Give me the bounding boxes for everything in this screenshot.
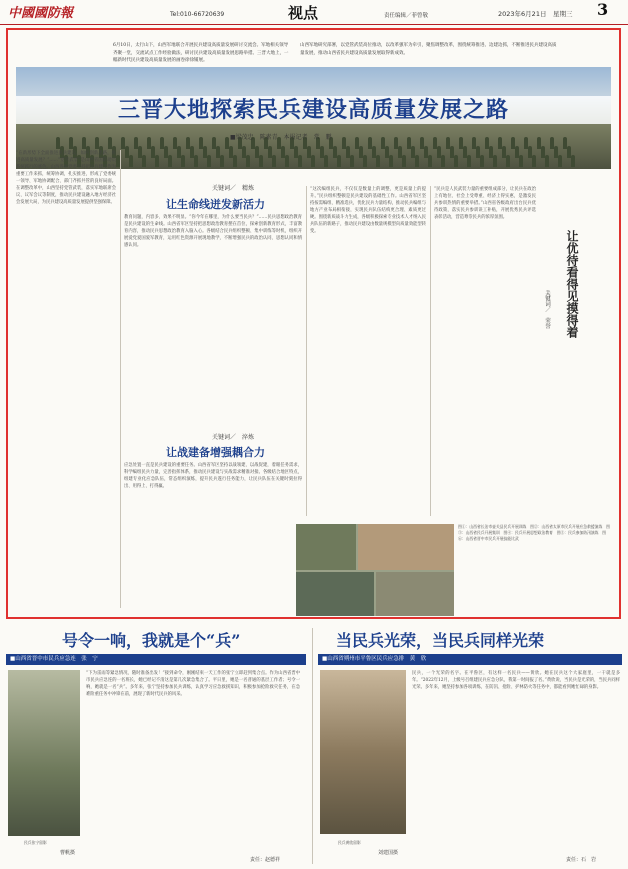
bottom-left-photo-credit: 曹帆摄	[60, 850, 76, 856]
section1-keyword: 关键词／ 精炼	[212, 185, 255, 192]
column-divider	[306, 186, 307, 516]
bottom-left-title: 号令一响，我就是个“兵”	[62, 631, 241, 650]
militia-figure	[181, 155, 185, 167]
bottom-left-editor: 责任：赵德祥	[250, 857, 281, 863]
militia-figure	[532, 155, 536, 167]
bottom-right-editor: 责任：石 岩	[566, 857, 597, 863]
bottom-right-photo-caption: 民兵黄欣留影	[338, 840, 361, 845]
bottom-left-body: “下为雷雨等紧急情况，随时准备出发！”接到命令，刚刚结束一天工作的张宁立即赶到集合点。作为山西省晋中市民兵应急连的一名班长，她已经记不清这是第几次紧急集合了。平日里，她是一名普通的基层工作者；号令一响，她就是一名“兵”。多年来，张宁坚持参加民兵训练，认真学习应急救援知识，积极参加抢险救灾任务，在急难险重任务中冲锋在前，展现了新时代民兵的风采。	[86, 671, 300, 697]
militia-figure	[519, 155, 523, 167]
bottom-left-source-bar: ■山西省晋中市民兵应急连 张 宁	[6, 654, 306, 665]
militia-figure	[155, 155, 159, 167]
militia-figure	[467, 155, 471, 167]
militia-figure	[389, 155, 393, 167]
collage-photo	[296, 524, 356, 570]
headline: 三晋大地探索民兵建设高质量发展之路	[117, 97, 509, 123]
militia-figure	[571, 155, 575, 167]
section2-title: 让战建备增强耦合力	[166, 446, 265, 459]
section-title: 视点	[288, 4, 319, 22]
militia-figure	[415, 155, 419, 167]
lead-paragraph-left: 6月10日，太行山下，山西军地联合开展民兵建设高质量发展研讨交流会。军地相关领导齐聚一堂，交流试点工作经验做法，研讨民兵建设高质量发展思路举措。三晋大地上，一幅新时代民兵建设高质量发展的画卷徐徐铺展。	[113, 43, 289, 63]
militia-figure	[324, 155, 328, 167]
responsible-editor: 责任编辑／菲曾敬	[384, 13, 429, 19]
militia-figure	[207, 155, 211, 167]
militia-figure	[402, 155, 406, 167]
bottom-left-photo-caption: 民兵张宁留影	[24, 840, 47, 845]
right-column-body: “这次编组民兵，不仅仅是数量上的调整，更是质量上的提升。”民兵组织整顿是民兵建设的基础性工作。山西省军区坚持按需编组、精准选兵，优化民兵力量结构，推动民兵编组与地方产业布局相衔接，实现民兵队伍结构更合理、素质更过硬。围绕新质战斗力生成，各级积极探索专业技术人才纳入民兵队伍的新路子，推动民兵建设由数量规模型向质量效能型转变。	[310, 187, 426, 234]
headline-banner	[16, 96, 611, 124]
militia-figure	[376, 155, 380, 167]
bottom-right-photo-credit: 刘建国摄	[378, 850, 399, 856]
column-divider	[430, 186, 431, 516]
byline: ■梁茂忠 陈素青 本报记者 常 鹏	[230, 134, 332, 141]
bottom-right-source-bar: ■山西省朔州市平鲁区民兵应急排 黄 欣	[318, 654, 622, 665]
militia-figure	[142, 155, 146, 167]
page-number: 3	[597, 0, 609, 19]
section3-keyword: 关键词／ 荣誉	[544, 290, 550, 329]
intro-column: “在新形势下全面推进民兵建设，如何创新思路，推进高质量发展？”……“党管武装”是山西省国防动员系统践行的底色。山西各级党委坚持把民兵建设作为重要工作来抓，统筹协调，扎实推进，形成了党委统一领导、军地协调配合、部门齐抓共管的良好局面。在调整改革中，山西坚持党管武装，落实军地联席会议、议军会议等制度，推动民兵建设融入地方经济社会发展大局，为民兵建设高质量发展提供坚强保障。	[16, 151, 116, 205]
militia-figure	[246, 155, 250, 167]
militia-figure	[545, 155, 549, 167]
militia-figure	[558, 155, 562, 167]
militia-figure	[168, 155, 172, 167]
militia-portrait-photo	[8, 670, 80, 836]
section3-body: “民兵是人民武装力量的重要组成部分，让民兵在政治上有地位、社会上受尊重、经济上得实惠，是激发民兵参训热情的重要举措。”山西省各级政府出台民兵优待政策，落实民兵参训误工补贴，开展优秀民兵评选表彰活动，营造尊崇民兵的浓厚氛围。	[434, 187, 536, 220]
militia-figure	[233, 155, 237, 167]
militia-figure	[298, 155, 302, 167]
bottom-right-title: 当民兵光荣，当民兵同样光荣	[336, 631, 545, 650]
militia-figure	[220, 155, 224, 167]
militia-figure	[259, 155, 263, 167]
section3-title: 让优待看得见摸得着	[565, 230, 579, 338]
militia-figure	[480, 155, 484, 167]
section1-title: 让生命线迸发新活力	[166, 198, 265, 211]
militia-figure	[194, 155, 198, 167]
bottom-right-body: 民兵，一个光荣的名字。在平鲁区，有这样一名民兵——黄欣。她在民兵这个大家庭里，一干就是多年。“2022年12月，上级号召组建民兵应急分队，我第一时间报了名。”黄欣说，当民兵是光荣的，当民兵同样光荣。多年来，她坚持参加各项训练，在防汛、抢险、护林防火等任务中，都能看到她忙碌的身影。	[412, 671, 620, 690]
issue-date: 2023年6月21日 星期三	[498, 10, 573, 18]
column-divider	[312, 628, 313, 864]
militia-figure	[272, 155, 276, 167]
section1-body: 教育问题，内容多、效果不明显。“你今年在哪里，为什么要当民兵？”……民兵思想政治教育是民兵建设的生命线。山西省军区坚持把思想政治教育摆在首位，探索创新教育形式，丰富教育内容，推动民兵思想政治教育入脑入心。各级结合民兵组织整顿、集中训练等时机，组织开展爱党爱国爱军教育，运用红色资源开展现地教学，不断增强民兵的政治认同、思想认同和情感认同。	[124, 215, 302, 248]
militia-figure	[350, 155, 354, 167]
militia-figure	[129, 155, 133, 167]
militia-figure	[311, 155, 315, 167]
militia-figure	[493, 155, 497, 167]
lead-paragraph-right: 山西军地研究部署，以党管武装高位推动，以改革强军为牵引，聚焦调整改革，围绕统筹推进、边建边抓，不断推进民兵建设高质量发展，推动山西省民兵建设高质量发展取得新成效。	[300, 43, 557, 56]
section2-body: 应急处置一直是民兵建设的重要任务。山西省军区坚持以战领建、以战促建，着眼任务需求，科学编组民兵力量，完善指挥体系，推动民兵建设与实战需求精准对接。各级结合地区特点，组建专业化应急队伍，常态组织演练，提升民兵遂行任务能力，让民兵队伍在关键时刻拉得出、用得上、打得赢。	[124, 463, 302, 489]
collage-photo	[376, 572, 454, 616]
collage-photo	[296, 572, 374, 616]
column-divider	[120, 150, 121, 608]
militia-figure	[506, 155, 510, 167]
militia-figure	[363, 155, 367, 167]
militia-figure	[285, 155, 289, 167]
militia-figure	[428, 155, 432, 167]
militia-portrait-photo	[320, 670, 406, 834]
militia-figure	[441, 155, 445, 167]
section2-keyword: 关键词／ 淬炼	[212, 434, 255, 441]
collage-caption: 图①：山西省长治市壶关县民兵开展训练 图②：山西省太原市民兵开展应急救援演练 图③：山西省民兵开展集训 图④：民兵开展思想政治教育 图⑤：民兵参加防汛演练 图⑥：山西省晋中市民兵开展技能比武	[458, 524, 610, 541]
militia-figure	[454, 155, 458, 167]
militia-figure	[337, 155, 341, 167]
contact-phone: Tel:010-66720639	[170, 11, 225, 18]
newspaper-logo: 中國國防報	[8, 6, 74, 21]
photo-collage	[296, 524, 454, 616]
collage-photo	[358, 524, 454, 570]
